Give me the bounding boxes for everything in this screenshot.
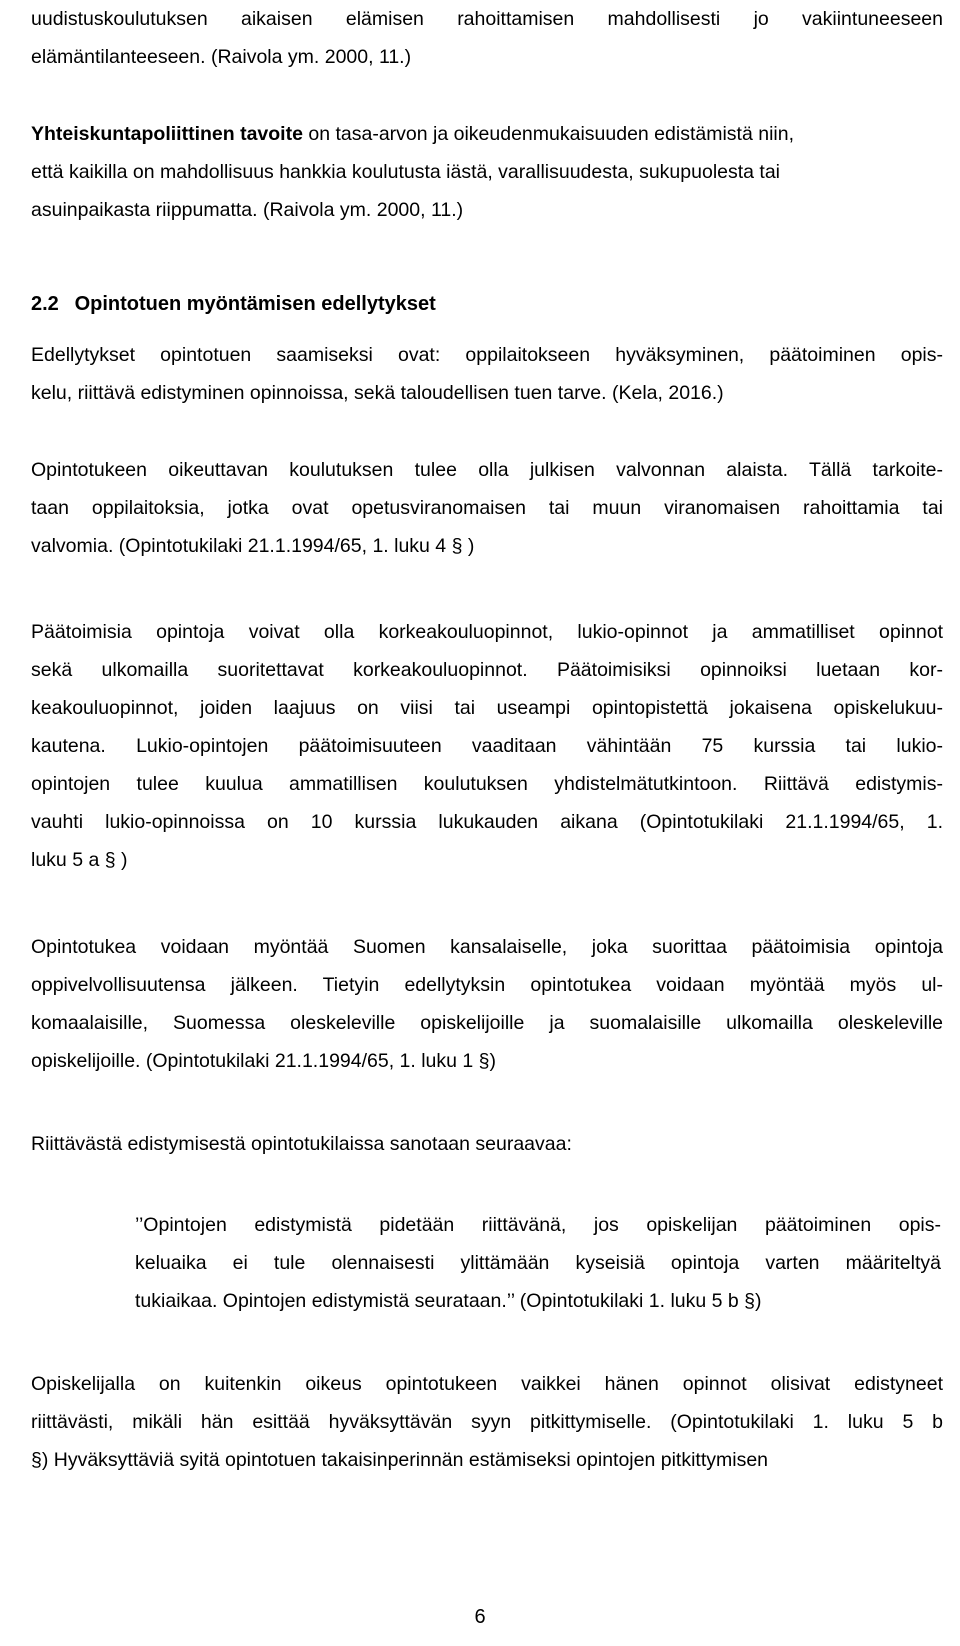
quote-line: tukiaikaa. Opintojen edistymistä seurataan.’’ (Opintotukilaki 1. luku 5 b §) bbox=[135, 1290, 762, 1312]
text-line: asuinpaikasta riippumatta. (Raivola ym. 2000, 11.) bbox=[31, 199, 464, 221]
text-line: Riittävästä edistymisestä opintotukilaissa sanotaan seuraavaa: bbox=[31, 1133, 572, 1155]
block-quote bbox=[135, 1206, 941, 1320]
text-line: luku 5 a § ) bbox=[31, 849, 128, 871]
text-line: opintojen tulee kuulua ammatillisen koulutuksen yhdistelmätutkintoon. Riittävä edistymis- bbox=[31, 773, 943, 795]
text-line: taan oppilaitoksia, jotka ovat opetusviranomaisen tai muun viranomaisen rahoittamia tai bbox=[31, 497, 943, 519]
section-heading bbox=[31, 285, 436, 323]
text-line: että kaikilla on mahdollisuus hankkia koulutusta iästä, varallisuudesta, sukupuolesta tai bbox=[31, 161, 781, 183]
bold-term: Yhteiskuntapoliittinen tavoite bbox=[31, 123, 303, 145]
text-line: opiskelijoille. (Opintotukilaki 21.1.1994/65, 1. luku 1 §) bbox=[31, 1050, 497, 1072]
paragraph-delay-reasons bbox=[31, 1365, 943, 1479]
text-span: on tasa-arvon ja oikeudenmukaisuuden edistämistä niin, bbox=[302, 123, 794, 145]
text-line: komaalaisille, Suomessa oleskeleville opiskelijoille ja suomalaisille ulkomailla oleskeleville bbox=[31, 1012, 943, 1034]
text-line: Opiskelijalla on kuitenkin oikeus opintotukeen vaikkei hänen opinnot olisivat edistyneet bbox=[31, 1373, 943, 1395]
paragraph-quote-intro bbox=[31, 1125, 943, 1163]
text-line: sekä ulkomailla suoritettavat korkeakouluopinnot. Päätoimisiksi opinnoiksi luetaan kor- bbox=[31, 659, 943, 681]
paragraph-societal-goal bbox=[31, 115, 943, 229]
text-line: Opintotukeen oikeuttavan koulutuksen tulee olla julkisen valvonnan alaista. Tällä tarkoite- bbox=[31, 459, 943, 481]
quote-line: keluaika ei tule olennaisesti ylittämään kyseisiä opintoja varten määriteltyä bbox=[135, 1252, 941, 1274]
paragraph-full-time-studies bbox=[31, 613, 943, 879]
paragraph-eligibility bbox=[31, 928, 943, 1080]
text-line: §) Hyväksyttäviä syitä opintotuen takaisinperinnän estämiseksi opintojen pitkittymisen bbox=[31, 1449, 769, 1471]
paragraph-public-supervision bbox=[31, 451, 943, 565]
text-line: Edellytykset opintotuen saamiseksi ovat: oppilaitokseen hyväksyminen, päätoiminen opis- bbox=[31, 344, 943, 366]
text-line: uudistuskoulutuksen aikaisen elämisen rahoittamisen mahdollisesti jo vakiintuneeseen bbox=[31, 8, 943, 30]
section-number: 2.2 bbox=[31, 293, 59, 315]
text-line: kelu, riittävä edistyminen opinnoissa, sekä taloudellisen tuen tarve. (Kela, 2016.) bbox=[31, 382, 724, 404]
text-line: vauhti lukio-opinnoissa on 10 kurssia lukukauden aikana (Opintotukilaki 21.1.1994/65, 1. bbox=[31, 811, 943, 833]
text-line: elämäntilanteeseen. (Raivola ym. 2000, 11.) bbox=[31, 46, 412, 68]
quote-line: ’’Opintojen edistymistä pidetään riittävänä, jos opiskelijan päätoiminen opis- bbox=[135, 1214, 941, 1236]
paragraph-requirements bbox=[31, 336, 943, 412]
text-line: oppivelvollisuutensa jälkeen. Tietyin edellytyksin opintotukea voidaan myöntää myös ul- bbox=[31, 974, 943, 996]
text-line: riittävästi, mikäli hän esittää hyväksyttävän syyn pitkittymiselle. (Opintotukilaki 1. luku 5 b bbox=[31, 1411, 943, 1433]
paragraph-continuation bbox=[31, 0, 943, 76]
text-line: Opintotukea voidaan myöntää Suomen kansalaiselle, joka suorittaa päätoimisia opintoja bbox=[31, 936, 943, 958]
text-line: kautena. Lukio-opintojen päätoimisuuteen vaaditaan vähintään 75 kurssia tai lukio- bbox=[31, 735, 943, 757]
page-number: 6 bbox=[474, 1606, 486, 1628]
text-line bbox=[31, 115, 943, 153]
text-line: Päätoimisia opintoja voivat olla korkeakouluopinnot, lukio-opinnot ja ammatilliset opinnot bbox=[31, 621, 943, 643]
section-title: Opintotuen myöntämisen edellytykset bbox=[74, 293, 436, 315]
text-line: keakouluopinnot, joiden laajuus on viisi tai useampi opintopistettä jokaisena opiskelukuu- bbox=[31, 697, 943, 719]
text-line: valvomia. (Opintotukilaki 21.1.1994/65, 1. luku 4 § ) bbox=[31, 535, 475, 557]
